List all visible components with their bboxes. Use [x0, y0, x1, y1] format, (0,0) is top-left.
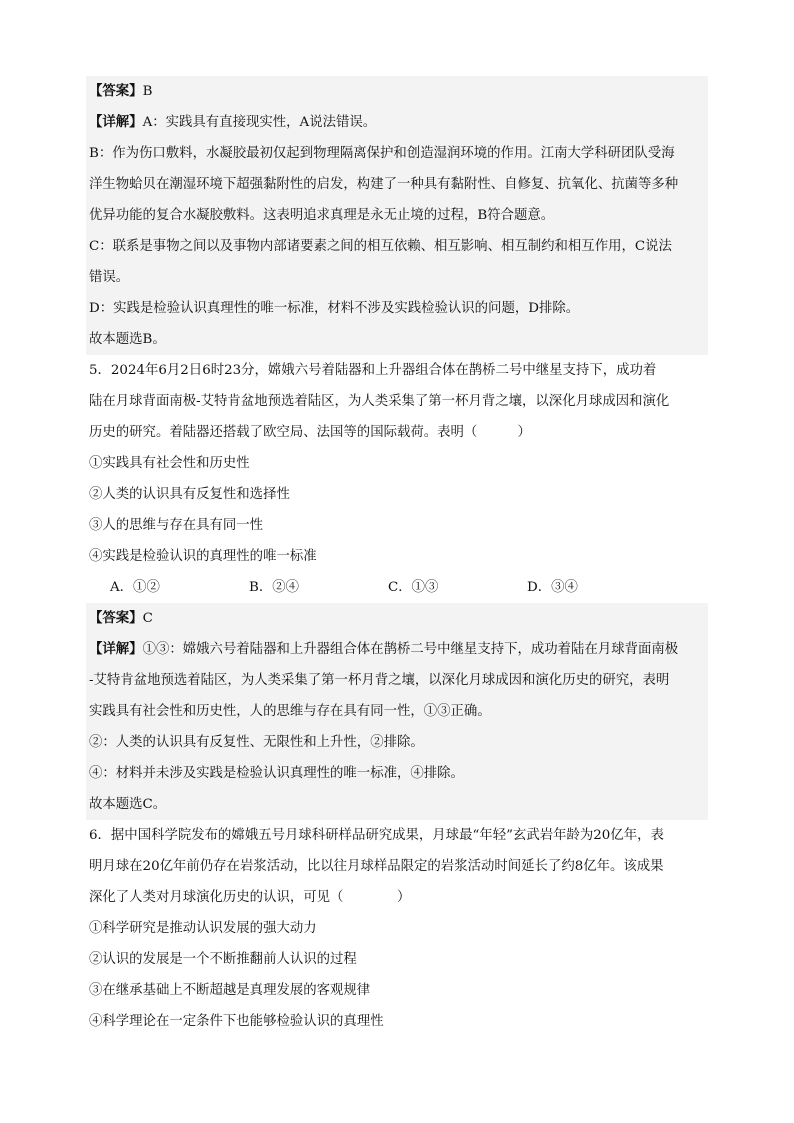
q4-detail-line: C：联系是事物之间以及事物内部诸要素之间的相互依赖、相互影响、相互制约和相互作用，C说法: [89, 239, 672, 254]
q4-detail-line: 故本题选B。: [89, 332, 166, 347]
q4-detail-line: 错误。: [89, 270, 130, 285]
q4-detail-line: 洋生物蛤贝在潮湿环境下超强黏附性的启发，构建了一种具有黏附性、自修复、抗氧化、抗菌等多种: [89, 177, 679, 192]
q6-question: [89, 820, 705, 1037]
q6-statement: ④科学理论在一定条件下也能够检验认识的真理性: [89, 1014, 384, 1029]
q4-answer-block: [86, 76, 708, 355]
q6-statement: ②认识的发展是一个不断推翻前人认识的过程: [89, 952, 357, 967]
q5-stem-line: 历史的研究。着陆器还搭载了欧空局、法国等的国际载荷。表明（ ）: [89, 425, 531, 440]
q5-detail-line: [89, 634, 705, 665]
q5-statement: ②人类的认识具有反复性和选择性: [89, 487, 290, 502]
q6-statement: ③在继承基础上不断超越是真理发展的客观规律: [89, 983, 371, 998]
q4-detail-line: [89, 107, 705, 138]
q4-detail-line: D：实践是检验认识真理性的唯一标准，材料不涉及实践检验认识的问题，D排除。: [89, 301, 580, 316]
q5-detail-line: ④：材料并未涉及实践是检验认识真理性的唯一标准，④排除。: [89, 766, 464, 781]
q5-answer-block: [86, 603, 708, 820]
q5-stem-line: 5．2024年6月2日6时23分，嫦娥六号着陆器和上升器组合体在鹊桥二号中继星支持下，成功着: [89, 363, 657, 378]
q5-stem-line: 陆在月球背面南极-艾特肯盆地预选着陆区，为人类采集了第一杯月背之壤，以深化月球成因和演化: [89, 394, 670, 409]
detail-label: 【详解】: [89, 114, 143, 130]
q4-answer-line: [89, 76, 705, 107]
q6-stem-line: 明月球在20亿年前仍存在岩浆活动，比以往月球样品限定的岩浆活动时间延长了约8亿年。该成果: [89, 859, 664, 874]
q5-detail-line: 实践具有社会性和历史性，人的思维与存在具有同一性，①③正确。: [89, 704, 491, 719]
detail-text: A：实践具有直接现实性，A说法错误。: [142, 115, 377, 130]
q5-statement: ③人的思维与存在具有同一性: [89, 518, 264, 533]
q6-stem-line: 6．据中国科学院发布的嫦娥五号月球科研样品研究成果，月球最“年轻”玄武岩年龄为20亿年，表: [89, 828, 664, 843]
q6-statement: ①科学研究是推动认识发展的强大动力: [89, 921, 317, 936]
q4-detail-line: 优异功能的复合水凝胶敷料。这表明追求真理是永无止境的过程，B符合题意。: [89, 208, 555, 223]
q5-options: [89, 572, 705, 603]
detail-label: 【详解】: [89, 641, 143, 657]
q5-answer-line: [89, 603, 705, 634]
answer-label: 【答案】: [89, 610, 143, 626]
option-a: A．①②: [110, 580, 160, 595]
q5-detail-line: ②：人类的认识具有反复性、无限性和上升性，②排除。: [89, 735, 424, 750]
q5-detail-line: 故本题选C。: [89, 797, 167, 812]
answer-value: C: [142, 611, 153, 626]
option-d: D．③④: [527, 580, 578, 595]
q5-statement: ①实践具有社会性和历史性: [89, 456, 250, 471]
option-b: B．②④: [249, 580, 300, 595]
answer-label: 【答案】: [89, 83, 143, 99]
q6-stem-line: 深化了人类对月球演化历史的认识，可见（ ）: [89, 890, 411, 905]
q4-detail-line: B：作为伤口敷料，水凝胶最初仅起到物理隔离保护和创造湿润环境的作用。江南大学科研团队受海: [89, 146, 675, 161]
q5-question: [89, 355, 705, 603]
q5-detail-line: -艾特肯盆地预选着陆区，为人类采集了第一杯月背之壤，以深化月球成因和演化历史的研究，表明: [89, 673, 670, 688]
answer-value: B: [142, 84, 153, 99]
option-c: C．①③: [388, 580, 439, 595]
q5-statement: ④实践是检验认识的真理性的唯一标准: [89, 549, 317, 564]
detail-text: ①③：嫦娥六号着陆器和上升器组合体在鹊桥二号中继星支持下，成功着陆在月球背面南极: [142, 642, 679, 657]
